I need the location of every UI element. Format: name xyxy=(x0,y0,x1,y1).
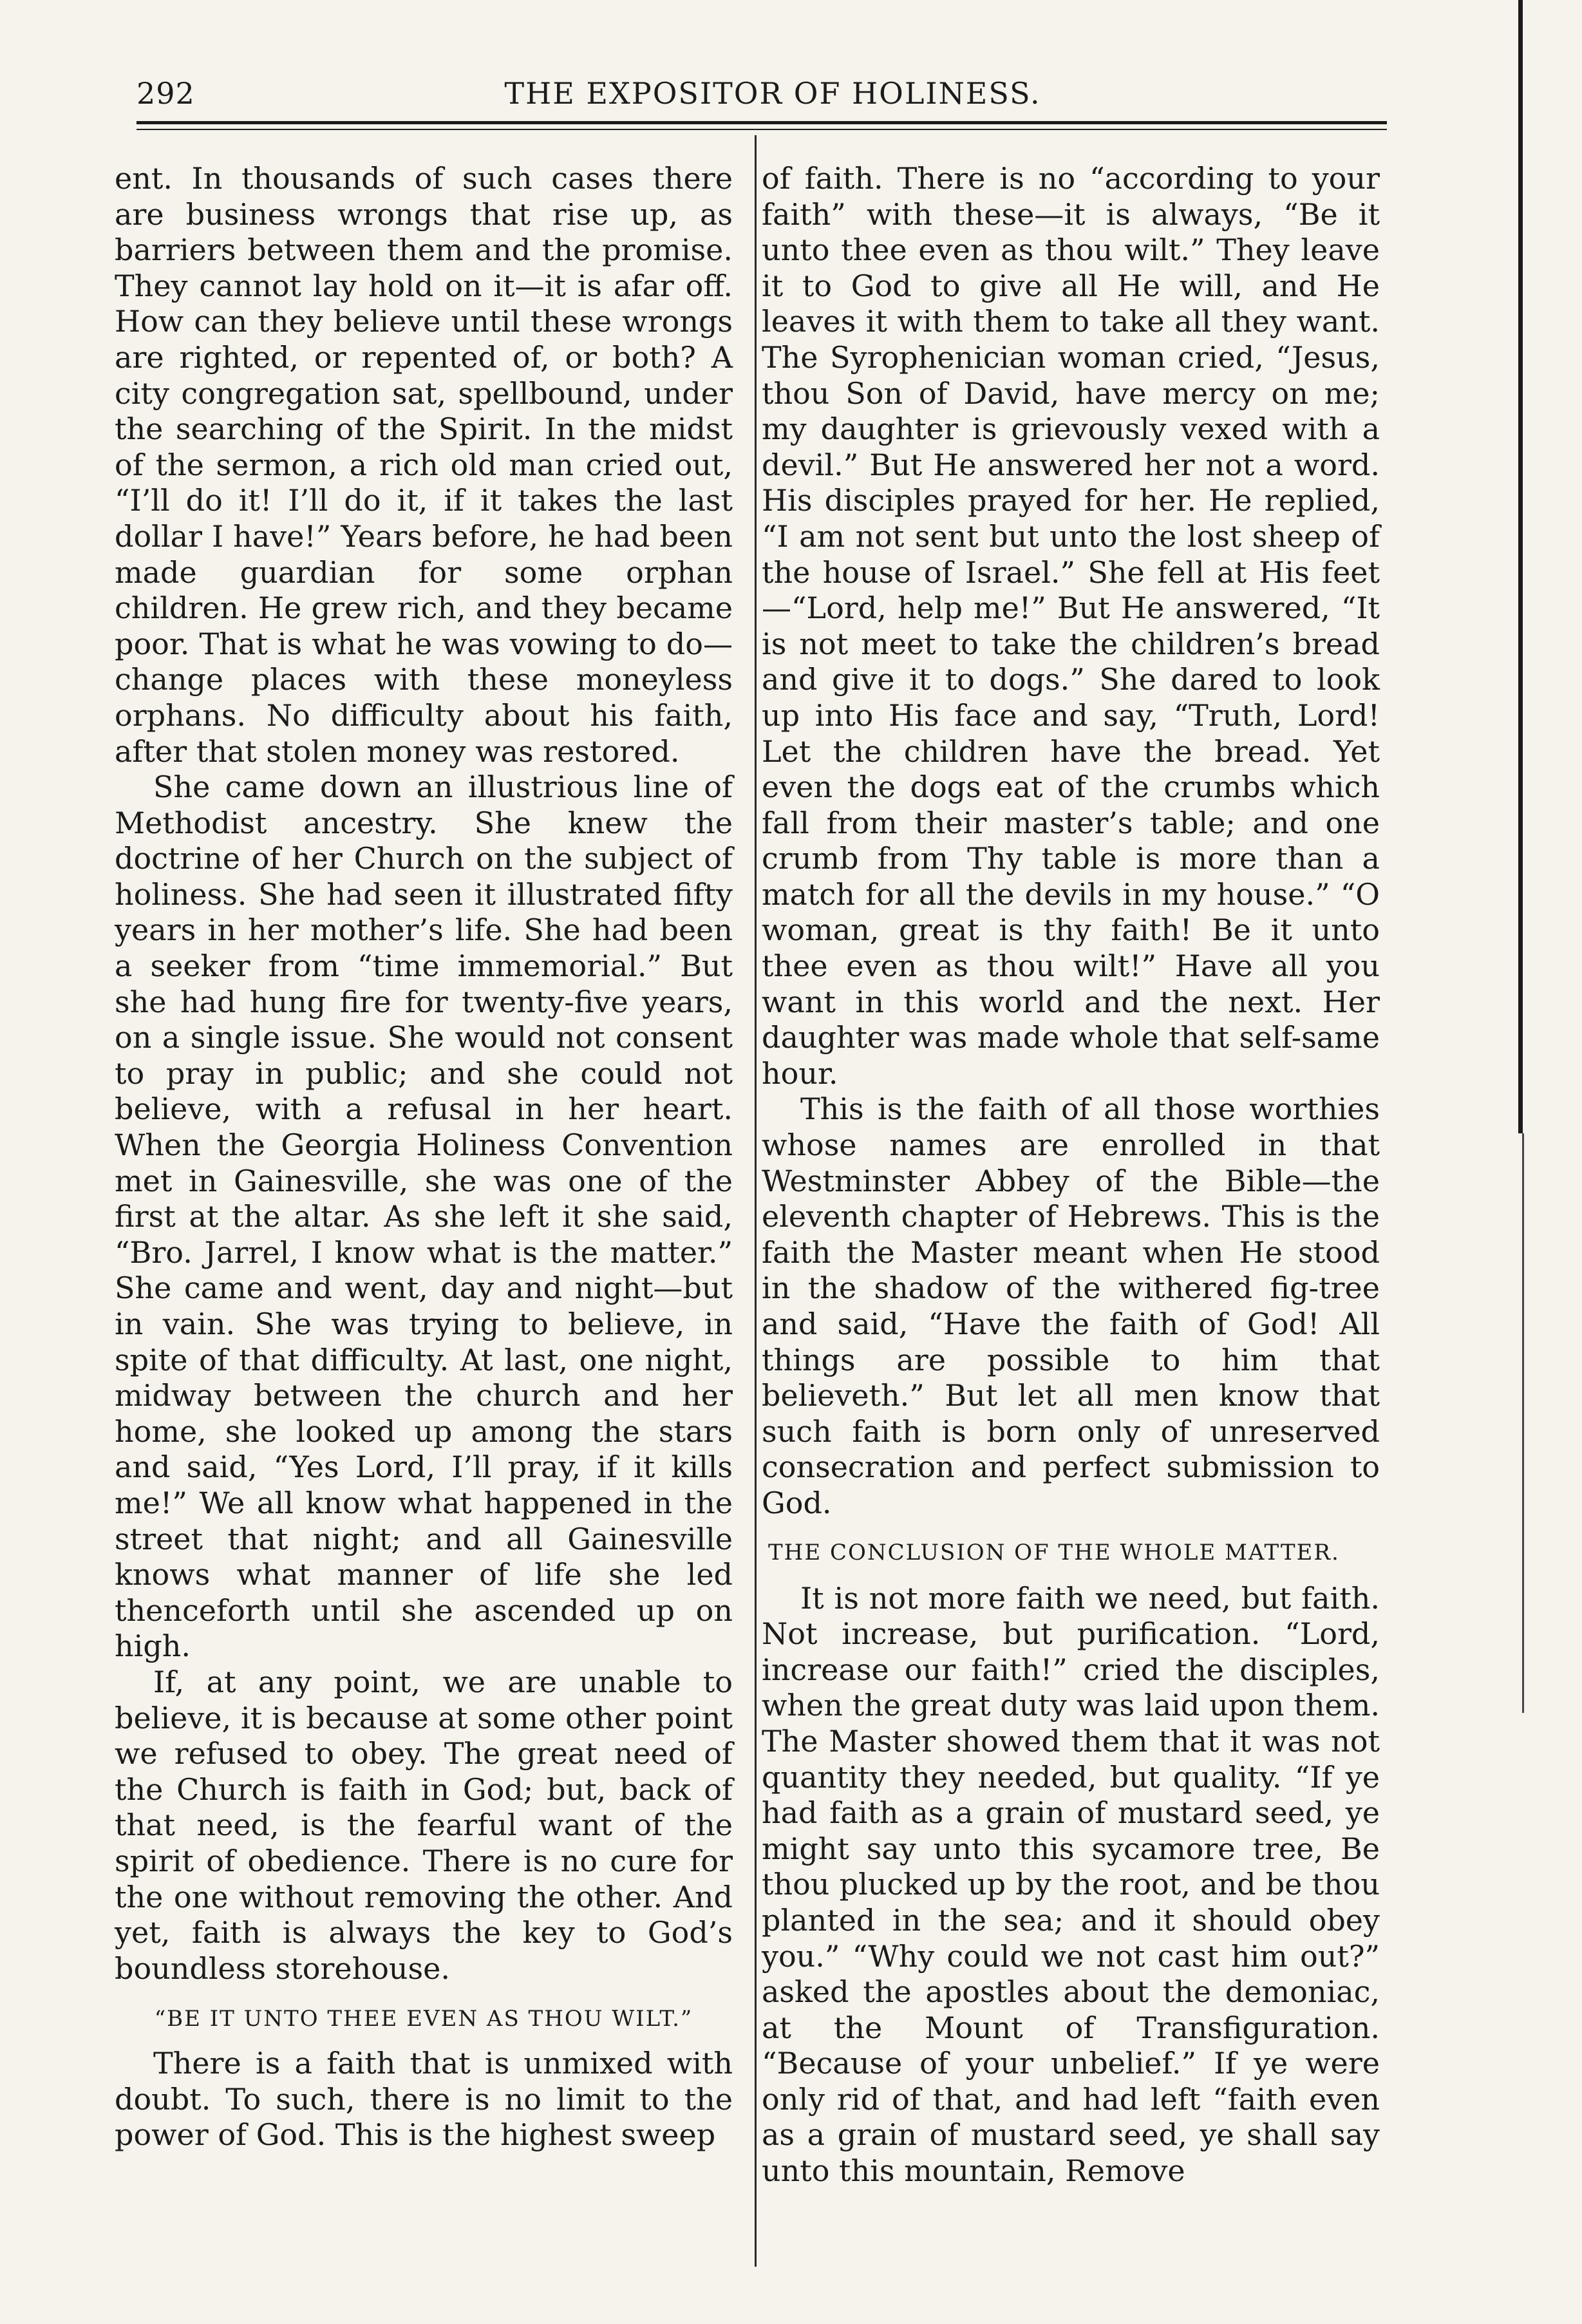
section-heading-be-it-unto-thee: “BE IT UNTO THEE EVEN AS THOU WILT.” xyxy=(154,2006,693,2032)
right-paragraph-1: of faith. There is no “according to your faith” with these—it is always, “Be it unto thee even as thou wilt.” They leave it to God to give all He will, and He leaves it with them to take all they want. The Syrophenician woman cried, “Jesus, thou Son of David, have mercy on me; my daughter is grievously vexed with a devil.” But He answered her not a word. His disciples prayed for her. He replied, “I am not sent but unto the lost sheep of the house of Israel.” She fell at His feet—“Lord, help me!” But He answered, “It is not meet to take the children’s bread and give it to dogs.” She dared to look up into His face and say, “Truth, Lord! Let the children have the bread. Yet even the dogs eat of the crumbs which fall from their master’s table; and one crumb from Thy table is more than a match for all the devils in my house.” “O woman, great is thy faith! Be it unto thee even as thou wilt!” Have all you want in this world and the next. Her daughter was made whole that self-same hour. xyxy=(762,161,1380,1091)
right-paragraph-2: This is the faith of all those worthies whose names are enrolled in that Westminster Abbey of the Bible—the eleventh chapter of Hebrews. This is the faith the Master meant when He stood in the shadow of the withered fig-tree and said, “Have the faith of God! All things are possible to him that believeth.” But let all men know that such faith is born only of unreserved consecration and perfect submission to God. xyxy=(762,1091,1380,1520)
binding-edge-mark-lower xyxy=(1522,1133,1524,1713)
left-paragraph-1: ent. In thousands of such cases there are business wrongs that rise up, as barriers between them and the promise. They cannot lay hold on it—it is afar off. How can they believe until these wrongs are righted, or repented of, or both? A city congregation sat, spellbound, under the searching of the Spirit. In the midst of the sermon, a rich old man cried out, “I’ll do it! I’ll do it, if it takes the last dollar I have!” Years before, he had been made guardian for some orphan children. He grew rich, and they became poor. That is what he was vowing to do—change places with these moneyless orphans. No difficulty about his faith, after that stolen money was restored. xyxy=(115,161,733,769)
left-paragraph-4: There is a faith that is unmixed with doubt. To such, there is no limit to the power of God. This is the highest sweep xyxy=(115,2046,733,2153)
left-paragraph-2: She came down an illustrious line of Methodist ancestry. She knew the doctrine of her Church on the subject of holiness. She had seen it illustrated fifty years in her mother’s life. She had been a seeker from “time immemorial.” But she had hung fire for twenty-five years, on a single issue. She would not consent to pray in public; and she could not believe, with a refusal in her heart. When the Georgia Holiness Convention met in Gainesville, she was one of the first at the altar. As she left it she said, “Bro. Jarrel, I know what is the matter.” She came and went, day and night—but in vain. She was trying to believe, in spite of that difficulty. At last, one night, midway between the church and her home, she looked up among the stars and said, “Yes Lord, I’ll pray, if it kills me!” We all know what happened in the street that night; and all Gainesville knows what manner of life she led thenceforth until she ascended up on high. xyxy=(115,770,733,1664)
binding-edge-mark xyxy=(1518,0,1523,1133)
page-number: 292 xyxy=(137,76,195,111)
left-column xyxy=(115,161,733,2153)
header-rule-thin xyxy=(137,129,1387,130)
section-heading-conclusion: THE CONCLUSION OF THE WHOLE MATTER. xyxy=(768,1539,1340,1565)
running-title: THE EXPOSITOR OF HOLINESS. xyxy=(504,76,1041,111)
column-divider xyxy=(755,135,757,2267)
header-rule-thick xyxy=(137,121,1387,124)
right-paragraph-3: It is not more faith we need, but faith. Not increase, but purification. “Lord, increase our faith!” cried the disciples, when the great duty was laid upon them. The Master showed them that it was not quantity they needed, but quality. “If ye had faith as a grain of mustard seed, ye might say unto this sycamore tree, Be thou plucked up by the root, and be thou planted in the sea; and it should obey you.” “Why could we not cast him out?” asked the apostles about the demoniac, at the Mount of Transfiguration. “Because of your unbelief.” If ye were only rid of that, and had left “faith even as a grain of mustard seed, ye shall say unto this mountain, Remove xyxy=(762,1580,1380,2189)
right-column xyxy=(762,161,1380,2189)
left-paragraph-3: If, at any point, we are unable to believe, it is because at some other point we refused to obey. The great need of the Church is faith in God; but, back of that need, is the fearful want of the spirit of obedience. There is no cure for the one without removing the other. And yet, faith is always the key to God’s boundless storehouse. xyxy=(115,1664,733,1986)
